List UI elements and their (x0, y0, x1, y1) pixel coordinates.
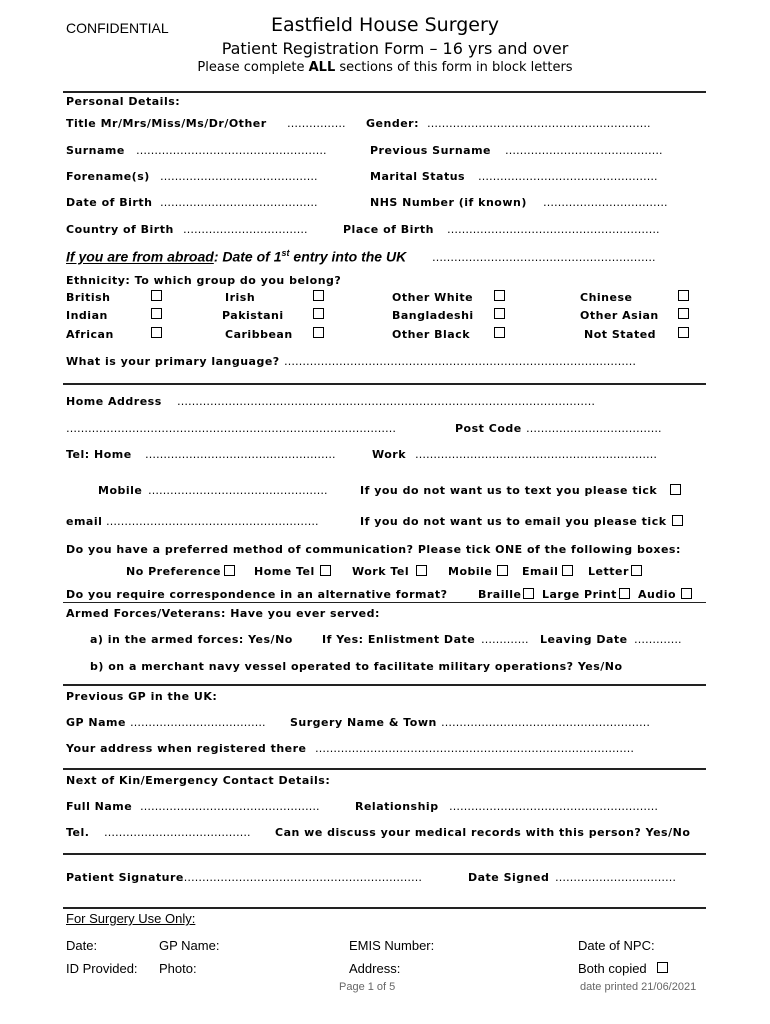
marital-status-label: Marital Status (370, 170, 466, 183)
previous-surname-label: Previous Surname (370, 144, 492, 157)
emis-number-label: EMIS Number: (349, 938, 435, 953)
abroad-entry-label: If you are from abroad: Date of 1st entry into the UK (66, 248, 407, 265)
marital-status-field[interactable]: …………………………………………. (478, 170, 658, 183)
primary-language-field[interactable]: …………………………………………………………………………………… (284, 355, 636, 368)
date-signed-field[interactable]: …………………………… (555, 871, 676, 884)
previous-gp-heading: Previous GP in the UK: (66, 690, 218, 703)
surgery-name-label: Surgery Name & Town (290, 716, 437, 729)
postcode-field[interactable]: ………………………………. (526, 422, 662, 435)
email-field[interactable]: …………………………………………………. (106, 515, 319, 528)
both-copied-label: Both copied (578, 961, 647, 976)
format-large-print-label: Large Print (542, 588, 617, 601)
ethnicity-other-black-checkbox[interactable] (494, 327, 505, 338)
ethnicity-not-stated-label: Not Stated (584, 328, 657, 341)
surgery-name-field[interactable]: ………………………………………………… (441, 716, 650, 729)
id-provided-label: ID Provided: (66, 961, 138, 976)
surgery-address-label: Address: (349, 961, 401, 976)
ethnicity-pakistani-label: Pakistani (222, 309, 284, 322)
divider (63, 907, 706, 909)
patient-signature-label: Patient Signature (66, 871, 184, 884)
surgery-gp-name-label: GP Name: (159, 938, 220, 953)
ethnicity-bangladeshi-label: Bangladeshi (392, 309, 474, 322)
no-email-checkbox[interactable] (672, 515, 683, 526)
ethnicity-african-checkbox[interactable] (151, 327, 162, 338)
title-field[interactable]: ……………. (287, 117, 346, 130)
format-braille-checkbox[interactable] (523, 588, 534, 599)
ethnicity-other-white-checkbox[interactable] (494, 290, 505, 301)
ethnicity-other-white-label: Other White (392, 291, 474, 304)
kin-full-name-label: Full Name (66, 800, 133, 813)
ethnicity-caribbean-label: Caribbean (225, 328, 293, 341)
form-instruction: Please complete ALL sections of this form in block letters (197, 60, 573, 75)
communication-question: Do you have a preferred method of communication? Please tick ONE of the following boxes: (66, 543, 681, 556)
no-email-label: If you do not want us to email you please tick (360, 515, 667, 528)
tel-work-field[interactable]: ………………………………………………………… (415, 448, 657, 461)
leaving-date-field[interactable]: …………. (634, 633, 682, 646)
ethnicity-irish-checkbox[interactable] (313, 290, 324, 301)
photo-label: Photo: (159, 961, 197, 976)
kin-relationship-label: Relationship (355, 800, 439, 813)
format-large-print-checkbox[interactable] (619, 588, 630, 599)
forename-label: Forename(s) (66, 170, 150, 183)
method-letter-label: Letter (588, 565, 629, 578)
method-work-tel-checkbox[interactable] (416, 565, 427, 576)
ethnicity-bangladeshi-checkbox[interactable] (494, 308, 505, 319)
personal-details-heading: Personal Details: (66, 95, 181, 108)
no-text-checkbox[interactable] (670, 484, 681, 495)
method-letter-checkbox[interactable] (631, 565, 642, 576)
tel-home-field[interactable]: ……………………………………………. (145, 448, 336, 461)
divider (63, 383, 706, 385)
tel-work-label: Work (372, 448, 407, 461)
place-of-birth-field[interactable]: …………………………………………………. (447, 223, 660, 236)
next-of-kin-heading: Next of Kin/Emergency Contact Details: (66, 774, 331, 787)
divider (63, 768, 706, 770)
ethnicity-not-stated-checkbox[interactable] (678, 327, 689, 338)
page-number: Page 1 of 5 (339, 981, 396, 993)
tel-home-label: Tel: Home (66, 448, 132, 461)
method-email-checkbox[interactable] (562, 565, 573, 576)
ethnicity-other-asian-checkbox[interactable] (678, 308, 689, 319)
ethnicity-african-label: African (66, 328, 114, 341)
method-email-label: Email (522, 565, 559, 578)
email-label: email (66, 515, 103, 528)
country-of-birth-label: Country of Birth (66, 223, 174, 236)
gp-name-field[interactable]: ………………………………. (130, 716, 266, 729)
no-text-label: If you do not want us to text you please tick (360, 484, 658, 497)
armed-forces-heading: Armed Forces/Veterans: Have you ever served: (66, 607, 380, 620)
abroad-entry-field[interactable]: ……………………………………………………. (432, 251, 656, 264)
format-audio-label: Audio (638, 588, 677, 601)
divider (63, 91, 706, 93)
alt-format-question: Do you require correspondence in an alternative format? (66, 588, 448, 601)
ethnicity-irish-label: Irish (225, 291, 256, 304)
divider (63, 684, 706, 686)
registered-address-field[interactable]: …………………………………………………………………………… (315, 742, 634, 755)
format-braille-label: Braille (478, 588, 522, 601)
surgery-date-label: Date: (66, 938, 98, 953)
forename-field[interactable]: ……………………………………. (160, 170, 318, 183)
kin-full-name-field[interactable]: …………………………………………. (140, 800, 320, 813)
dob-label: Date of Birth (66, 196, 153, 209)
confidential-label: CONFIDENTIAL (66, 20, 169, 36)
format-audio-checkbox[interactable] (681, 588, 692, 599)
mobile-field[interactable]: …………………………………………. (148, 484, 328, 497)
registered-address-label: Your address when registered there (66, 742, 307, 755)
practice-name: Eastfield House Surgery (271, 14, 499, 36)
gender-label: Gender: (366, 117, 419, 130)
ethnicity-question: Ethnicity: To which group do you belong? (66, 274, 342, 287)
surgery-use-heading: For Surgery Use Only: (66, 911, 196, 926)
ethnicity-other-black-label: Other Black (392, 328, 471, 341)
kin-tel-field[interactable]: …………………………………. (104, 826, 251, 839)
gender-field[interactable]: ……………………………………………………. (427, 117, 651, 130)
mobile-label: Mobile (98, 484, 143, 497)
home-address-line2-field[interactable]: ……………………………………………………………………………… (66, 422, 396, 435)
ethnicity-pakistani-checkbox[interactable] (313, 308, 324, 319)
ethnicity-indian-checkbox[interactable] (151, 308, 162, 319)
nhs-number-label: NHS Number (if known) (370, 196, 527, 209)
kin-discuss-records-label: Can we discuss your medical records with this person? Yes/No (275, 826, 691, 839)
home-address-label: Home Address (66, 395, 162, 408)
npc-date-label: Date of NPC: (578, 938, 655, 953)
patient-signature-field[interactable]: ………………………………………………………… (180, 871, 422, 884)
method-mobile-label: Mobile (448, 565, 493, 578)
primary-language-label: What is your primary language? (66, 355, 280, 368)
leaving-date-label: Leaving Date (540, 633, 628, 646)
surname-label: Surname (66, 144, 125, 157)
ethnicity-indian-label: Indian (66, 309, 108, 322)
method-home-tel-checkbox[interactable] (320, 565, 331, 576)
divider (63, 602, 706, 603)
kin-relationship-field[interactable]: ………………………………………………… (449, 800, 658, 813)
ethnicity-chinese-label: Chinese (580, 291, 633, 304)
postcode-label: Post Code (455, 422, 522, 435)
date-signed-label: Date Signed (468, 871, 550, 884)
previous-surname-field[interactable]: ……………………………………. (505, 144, 663, 157)
ethnicity-british-label: British (66, 291, 111, 304)
enlistment-date-field[interactable]: …………. (481, 633, 529, 646)
home-address-field[interactable]: …………………………………………………………………………………………………… (177, 395, 595, 408)
armed-forces-question-b: b) on a merchant navy vessel operated to facilitate military operations? Yes/No (90, 660, 623, 673)
armed-forces-question-a: a) in the armed forces: Yes/No (90, 633, 293, 646)
method-work-tel-label: Work Tel (352, 565, 410, 578)
method-no-preference-label: No Preference (126, 565, 221, 578)
method-home-tel-label: Home Tel (254, 565, 315, 578)
method-mobile-checkbox[interactable] (497, 565, 508, 576)
gp-name-label: GP Name (66, 716, 126, 729)
method-no-preference-checkbox[interactable] (224, 565, 235, 576)
ethnicity-other-asian-label: Other Asian (580, 309, 659, 322)
dob-field[interactable]: ……………………………………. (160, 196, 318, 209)
date-printed: date printed 21/06/2021 (580, 981, 697, 993)
ethnicity-chinese-checkbox[interactable] (678, 290, 689, 301)
both-copied-checkbox[interactable] (657, 962, 668, 973)
place-of-birth-label: Place of Birth (343, 223, 434, 236)
kin-tel-label: Tel. (66, 826, 90, 839)
country-of-birth-field[interactable]: ……………………………. (183, 223, 308, 236)
surname-field[interactable]: ……………………………………………. (136, 144, 327, 157)
enlistment-date-label: If Yes: Enlistment Date (322, 633, 476, 646)
ethnicity-caribbean-checkbox[interactable] (313, 327, 324, 338)
form-title: Patient Registration Form – 16 yrs and over (221, 39, 569, 58)
divider (63, 853, 706, 855)
nhs-number-field[interactable]: ……………………………. (543, 196, 668, 209)
title-label: Title Mr/Mrs/Miss/Ms/Dr/Other (66, 117, 267, 130)
ethnicity-british-checkbox[interactable] (151, 290, 162, 301)
